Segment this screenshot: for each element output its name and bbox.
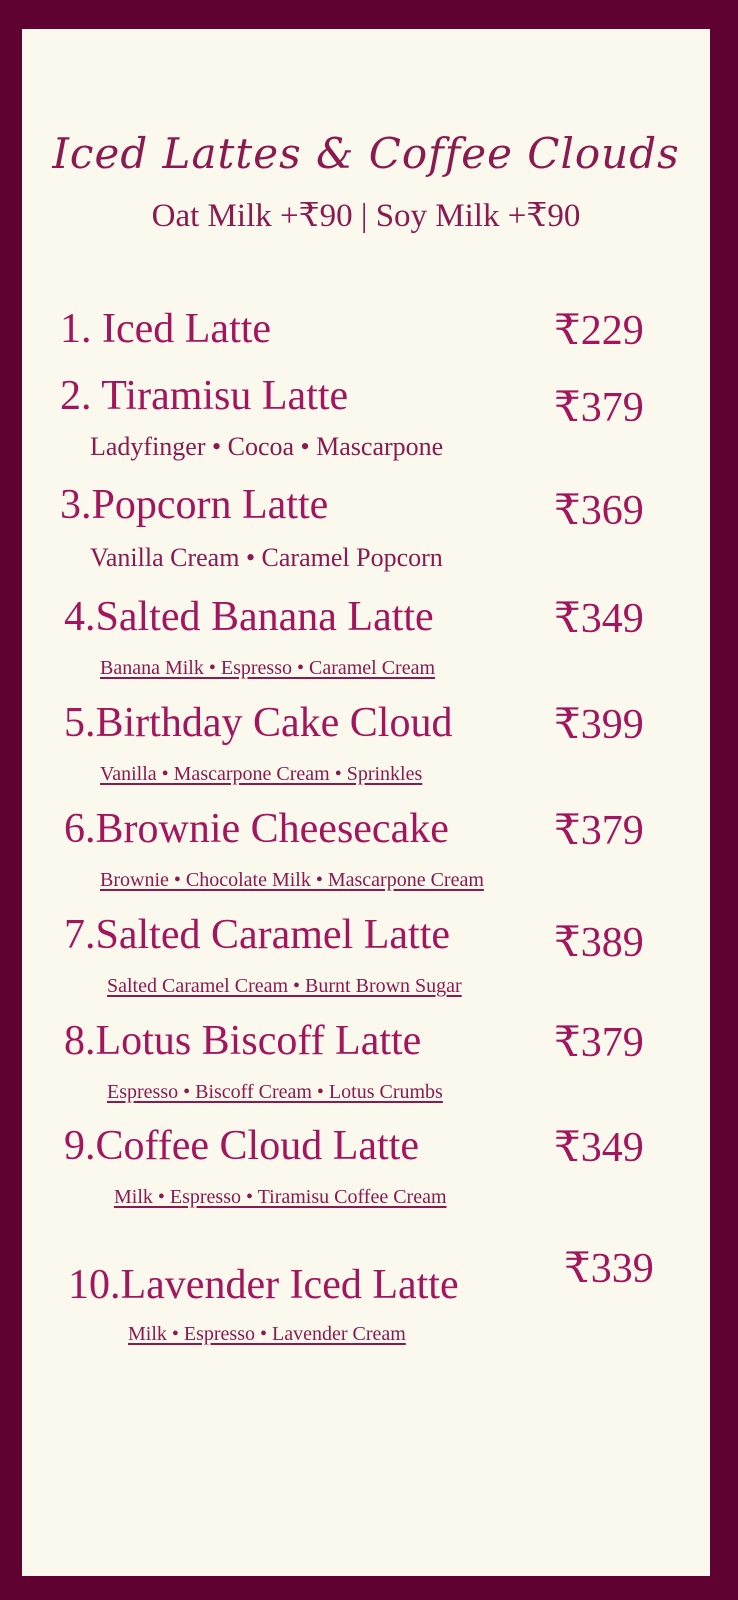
item-description: Brownie • Chocolate Milk • Mascarpone Cream [100,869,484,891]
item-price: ₹379 [554,808,644,854]
item-name: 10.Lavender Iced Latte [68,1262,459,1308]
item-description: Ladyfinger • Cocoa • Mascarpone [90,432,444,461]
item-description: Espresso • Biscoff Cream • Lotus Crumbs [107,1081,443,1103]
item-name: 6.Brownie Cheesecake [64,806,449,852]
item-price: ₹369 [554,488,644,534]
item-description: Milk • Espresso • Tiramisu Coffee Cream [114,1186,447,1208]
item-price: ₹379 [554,385,644,431]
item-price: ₹229 [554,308,644,354]
item-price: ₹379 [554,1020,644,1066]
item-price: ₹389 [554,920,644,966]
item-price: ₹399 [554,702,644,748]
item-name: 7.Salted Caramel Latte [64,912,451,958]
item-description: Banana Milk • Espresso • Caramel Cream [100,657,436,679]
item-name: 1. Iced Latte [60,306,272,352]
item-description: Salted Caramel Cream • Burnt Brown Sugar [107,975,462,997]
milk-options-subtitle: Oat Milk +₹90 | Soy Milk +₹90 [151,198,581,234]
item-price: ₹349 [554,596,644,642]
item-description: Milk • Espresso • Lavender Cream [128,1323,406,1345]
item-price: ₹349 [554,1125,644,1171]
item-price: ₹339 [564,1246,654,1292]
item-name: 2. Tiramisu Latte [60,373,349,419]
item-name: 4.Salted Banana Latte [64,594,434,640]
item-name: 5.Birthday Cake Cloud [64,700,453,746]
item-description: Vanilla • Mascarpone Cream • Sprinkles [100,763,423,785]
item-name: 3.Popcorn Latte [60,482,329,528]
menu-board [22,29,710,1576]
menu-title: Iced Lattes & Coffee Clouds [52,129,680,178]
item-description: Vanilla Cream • Caramel Popcorn [90,543,443,572]
item-name: 8.Lotus Biscoff Latte [64,1018,422,1064]
item-name: 9.Coffee Cloud Latte [64,1123,419,1169]
